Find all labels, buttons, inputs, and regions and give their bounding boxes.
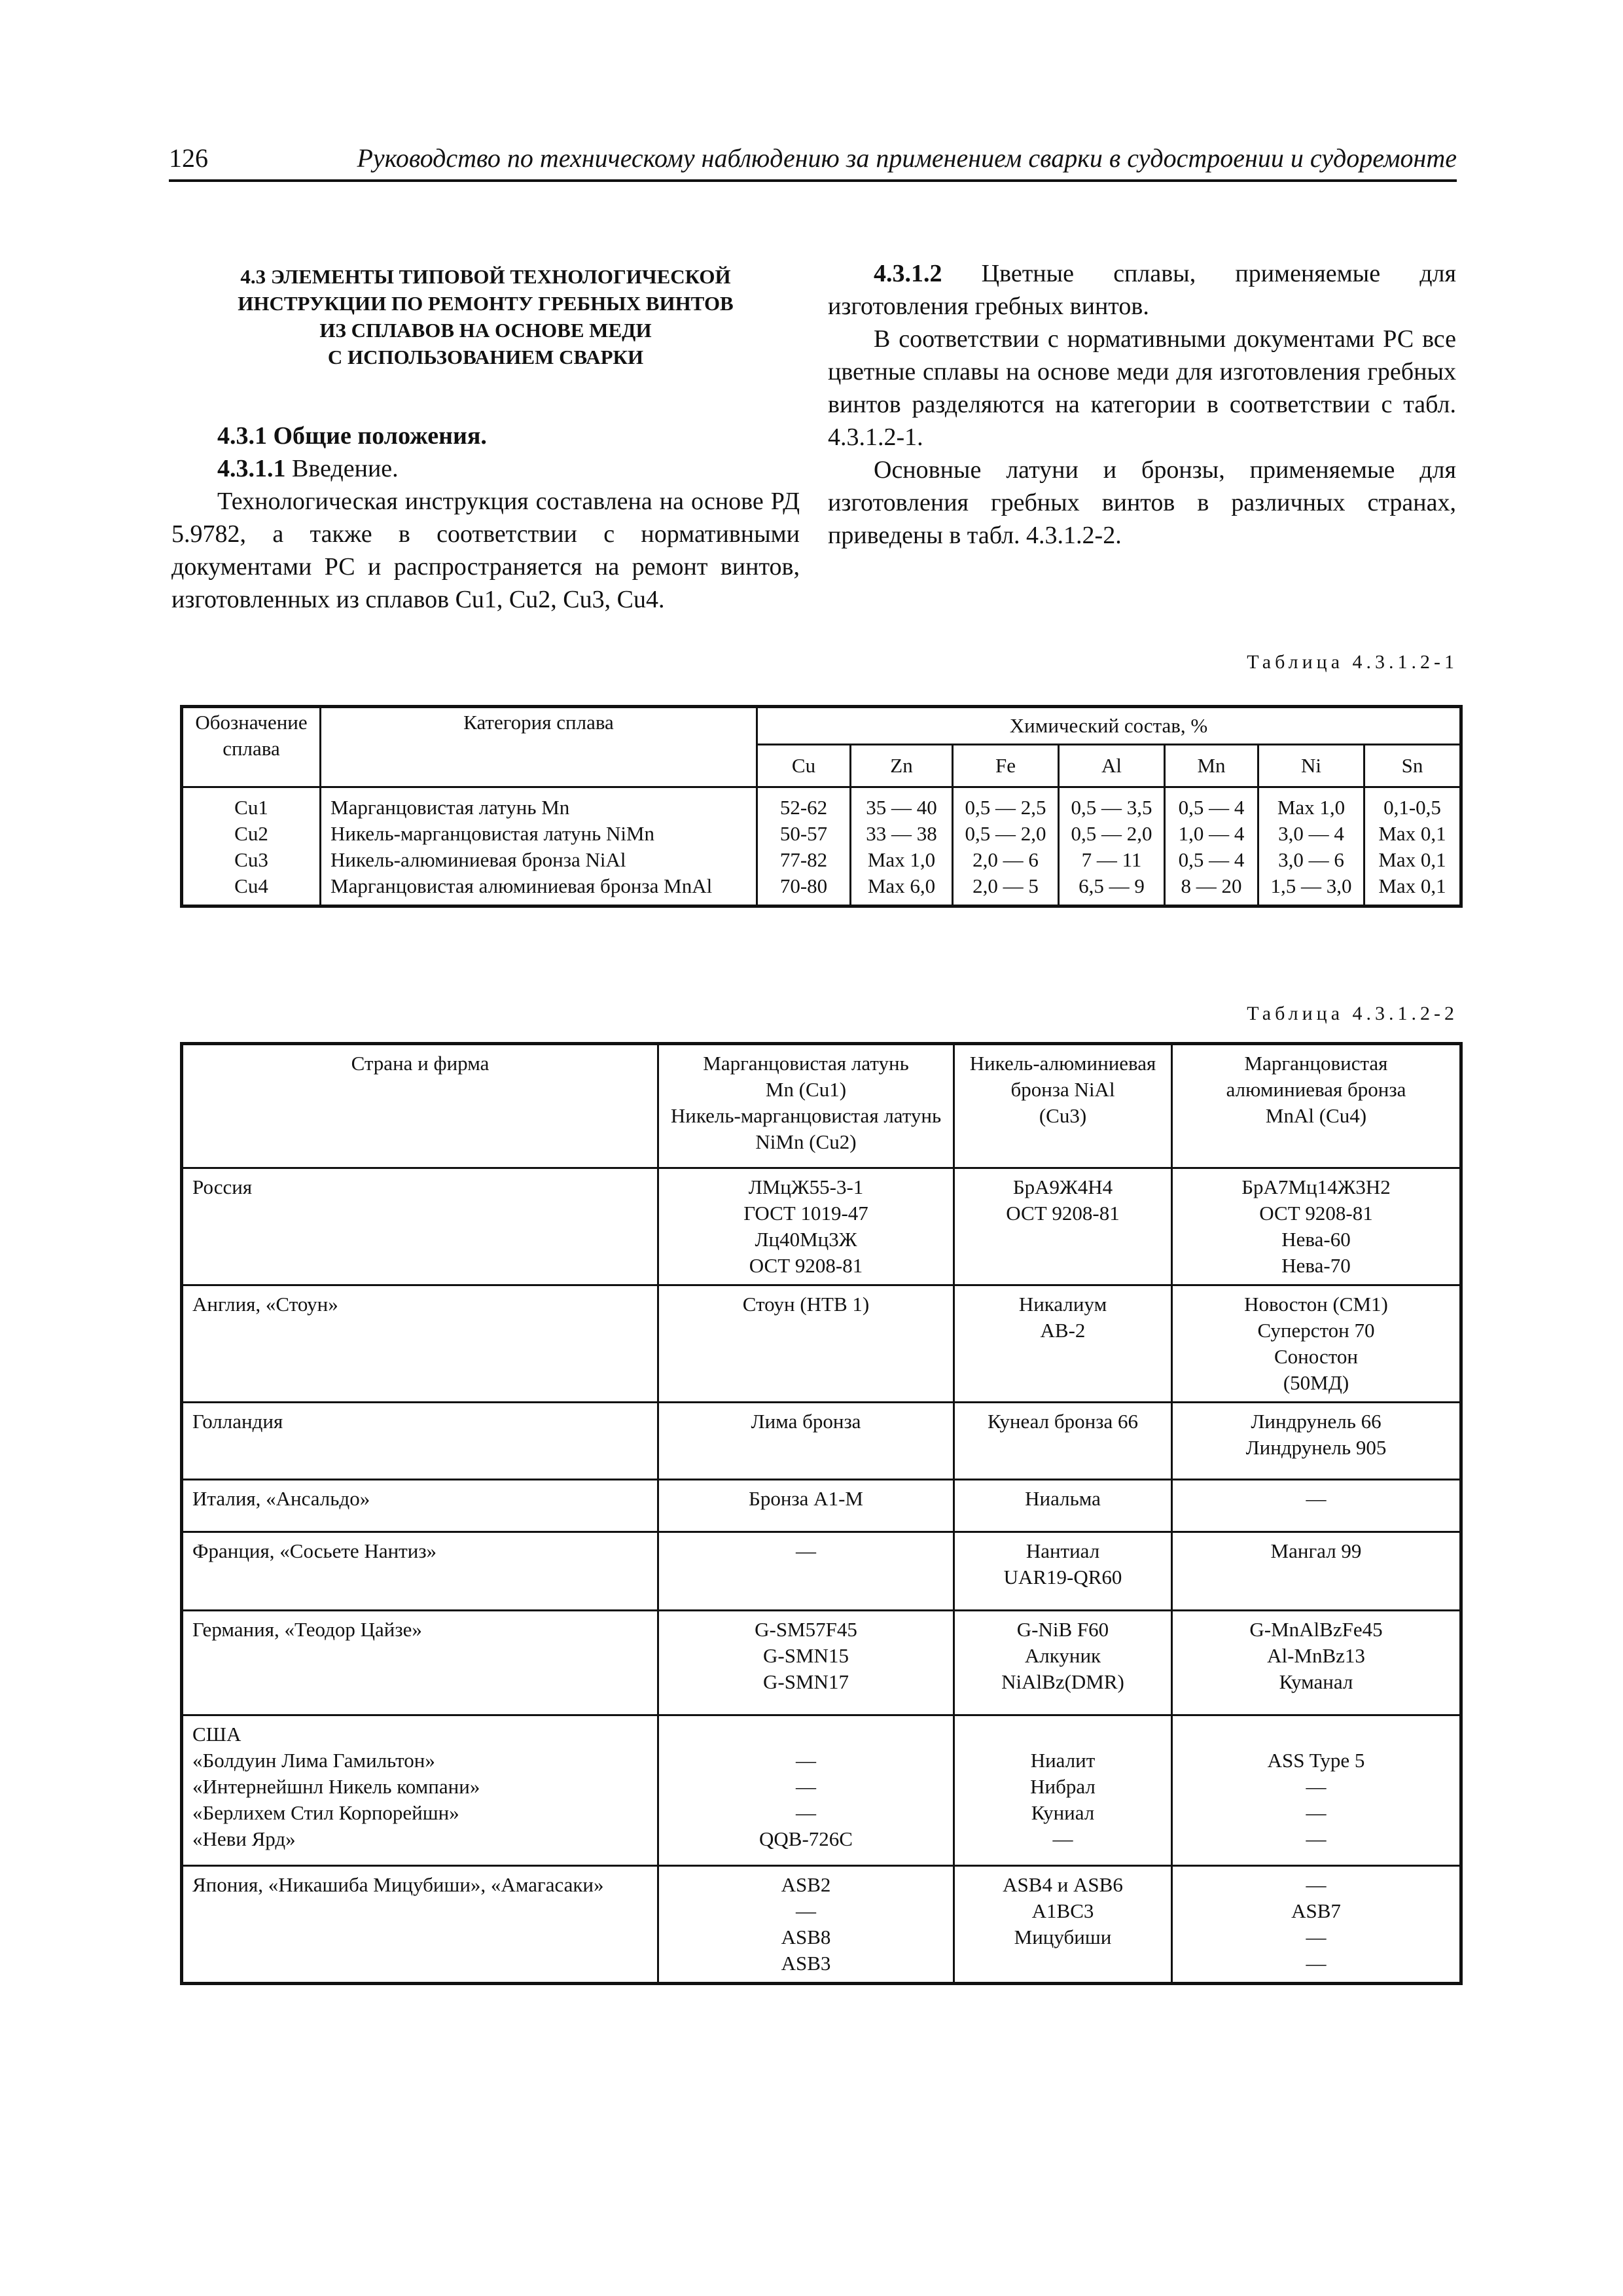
cell-line: ASB2 bbox=[781, 1873, 831, 1896]
alloy-cell bbox=[1172, 1611, 1461, 1715]
value-cell: Max 0,1 bbox=[1378, 822, 1446, 845]
header-category: Категория сплава bbox=[321, 707, 757, 787]
alloy-cell bbox=[1172, 1866, 1461, 1984]
value-cell: 35 — 40 bbox=[866, 796, 937, 819]
value-cell: 0,5 — 2,5 bbox=[965, 796, 1046, 819]
header-col2 bbox=[954, 1044, 1172, 1168]
alloy-cell bbox=[658, 1403, 954, 1480]
cell-line: Никалиум bbox=[1018, 1293, 1107, 1316]
header-col3 bbox=[1172, 1044, 1461, 1168]
value-cell: 0,5 — 4 bbox=[1178, 848, 1245, 871]
cell-line: «Интернейшнл Никель компани» bbox=[192, 1775, 480, 1798]
alloy-category-table bbox=[180, 705, 1463, 908]
value-cell: Max 6,0 bbox=[867, 874, 936, 897]
table-row bbox=[182, 1168, 1461, 1285]
cell-line: — bbox=[796, 1801, 816, 1824]
category-cell: Марганцовистая латунь Mn bbox=[330, 796, 570, 819]
cell-line: — bbox=[1306, 1801, 1327, 1824]
cell-line: ГОСТ 1019-47 bbox=[743, 1202, 868, 1225]
cell-line: QQB-726C bbox=[759, 1827, 853, 1850]
cell-line: Италия, «Ансальдо» bbox=[192, 1487, 370, 1510]
alloy-cell bbox=[658, 1532, 954, 1611]
header-line: Никель-марганцовистая латунь bbox=[670, 1104, 942, 1127]
value-cell: Max 1,0 bbox=[867, 848, 936, 871]
cell-line: «Неви Ярд» bbox=[192, 1827, 296, 1850]
paragraph-categories: В соответствии с нормативными документами РС все цветные сплавы на основе меди для изготовления гребных винтов разделяются на категории в соответствии с табл. 4.3.1.2-1. bbox=[828, 325, 1456, 451]
alloy-cell bbox=[1172, 1715, 1461, 1866]
cell-line: G-SMN17 bbox=[763, 1670, 849, 1693]
value-cell: 7 — 11 bbox=[1081, 848, 1142, 871]
header-country: Страна и фирма bbox=[182, 1044, 658, 1168]
alloy-cell bbox=[954, 1403, 1172, 1480]
clause-number: 4.3.1.2 bbox=[874, 260, 942, 287]
alloy-cell bbox=[954, 1611, 1172, 1715]
cell-line: Нева-60 bbox=[1281, 1228, 1351, 1251]
left-column bbox=[171, 263, 800, 616]
running-title: Руководство по техническому наблюдению за применением сварки в судостроении и судоремонте bbox=[357, 143, 1457, 173]
subsection-title: 4.3.1 Общие положения. bbox=[217, 422, 487, 450]
value-cell: 50-57 bbox=[779, 822, 828, 845]
alloy-cell bbox=[1172, 1532, 1461, 1611]
heading-line: С ИСПОЛЬЗОВАНИЕМ СВАРКИ bbox=[327, 346, 644, 368]
cell-line: «Болдуин Лима Гамильтон» bbox=[192, 1749, 435, 1772]
cell-line bbox=[1177, 1721, 1455, 1748]
cell-line: AB-2 bbox=[1040, 1319, 1086, 1342]
value-cell: 1,5 — 3,0 bbox=[1270, 874, 1352, 897]
cell-line: Кунеал бронза 66 bbox=[988, 1410, 1138, 1433]
designation-cell: Cu4 bbox=[234, 874, 268, 897]
cell-line: Суперстон 70 bbox=[1257, 1319, 1375, 1342]
header-line: бронза NiAl bbox=[1010, 1078, 1115, 1101]
value-cell: 8 — 20 bbox=[1181, 874, 1242, 897]
value-cell: 33 — 38 bbox=[866, 822, 937, 845]
cell-line: — bbox=[796, 1749, 816, 1772]
alloy-cell bbox=[658, 1715, 954, 1866]
cell-line: Франция, «Сосьете Нантиз» bbox=[192, 1539, 437, 1562]
heading-line: 4.3 ЭЛЕМЕНТЫ ТИПОВОЙ ТЕХНОЛОГИЧЕСКОЙ bbox=[240, 265, 731, 288]
right-column bbox=[828, 257, 1456, 552]
cell-line: — bbox=[1306, 1775, 1327, 1798]
clause-number: 4.3.1.1 bbox=[217, 455, 286, 482]
cell-line: Россия bbox=[192, 1175, 253, 1198]
alloy-cell bbox=[658, 1285, 954, 1403]
header-line: (Cu3) bbox=[1039, 1104, 1087, 1127]
cell-line: США bbox=[192, 1723, 241, 1746]
alloy-cell bbox=[1172, 1403, 1461, 1480]
intro-paragraph: Технологическая инструкция составлена на основе РД 5.9782, а также в соответствии с нормативными документами РС и распространяется на ремонт винтов, изготовленных из сплавов Cu1, Cu2, Cu3, Cu4. bbox=[171, 488, 800, 613]
cell-line: Линдрунель 66 bbox=[1251, 1410, 1382, 1433]
cell-line: БрА7Мц14Ж3Н2 bbox=[1241, 1175, 1391, 1198]
country-cell bbox=[182, 1866, 658, 1984]
table-row bbox=[182, 1480, 1461, 1532]
alloy-cell bbox=[954, 1532, 1172, 1611]
alloy-cell bbox=[658, 1611, 954, 1715]
table-row bbox=[182, 1532, 1461, 1611]
value-cell: 0,5 — 2,0 bbox=[1071, 822, 1152, 845]
value-cell: 70-80 bbox=[779, 874, 828, 897]
value-cell: Max 0,1 bbox=[1378, 848, 1446, 871]
clause-paragraph bbox=[828, 257, 1456, 323]
header-composition: Химический состав, % bbox=[757, 707, 1461, 745]
alloy-cell bbox=[1172, 1168, 1461, 1285]
cell-line: G-SMN15 bbox=[763, 1644, 849, 1667]
table-caption: Таблица 4.3.1.2-1 bbox=[1247, 651, 1458, 673]
cell-line: — bbox=[1306, 1952, 1327, 1975]
cell-line: G-NiB F60 bbox=[1016, 1618, 1109, 1641]
cell-line: Алкуник bbox=[1024, 1644, 1101, 1667]
header-element: Cu bbox=[757, 745, 851, 787]
cell-line: Мангал 99 bbox=[1270, 1539, 1362, 1562]
cell-line: G-MnAlBzFe45 bbox=[1249, 1618, 1383, 1641]
cell-line: — bbox=[1052, 1827, 1073, 1850]
cell-line: Голландия bbox=[192, 1410, 283, 1433]
header-line: NiMn (Cu2) bbox=[755, 1130, 857, 1153]
value-cell: 6,5 — 9 bbox=[1079, 874, 1145, 897]
header-element: Fe bbox=[953, 745, 1059, 787]
alloy-cell bbox=[954, 1480, 1172, 1532]
table-row bbox=[182, 1715, 1461, 1866]
clause-title: Введение. bbox=[285, 455, 399, 482]
category-cell: Никель-алюминиевая бронза NiAl bbox=[330, 848, 626, 871]
page-header bbox=[169, 143, 1457, 182]
cell-line: A1BC3 bbox=[1031, 1899, 1094, 1922]
cell-line: (50МД) bbox=[1283, 1371, 1349, 1394]
table-row bbox=[182, 1285, 1461, 1403]
cell-line: Стоун (НТВ 1) bbox=[742, 1293, 870, 1316]
cell-line: Нибрал bbox=[1030, 1775, 1096, 1798]
designation-cell: Cu3 bbox=[234, 848, 268, 871]
country-cell bbox=[182, 1611, 658, 1715]
cell-line: ОСТ 9208-81 bbox=[749, 1254, 863, 1277]
cell-line: — bbox=[1306, 1487, 1327, 1510]
value-cell: 0,5 — 2,0 bbox=[965, 822, 1046, 845]
cell-line: ОСТ 9208-81 bbox=[1259, 1202, 1373, 1225]
table-body bbox=[182, 787, 1461, 906]
header-line: MnAl (Cu4) bbox=[1265, 1104, 1367, 1127]
table-body bbox=[182, 1168, 1461, 1984]
value-cell: 3,0 — 6 bbox=[1278, 848, 1344, 871]
alloy-cell bbox=[954, 1168, 1172, 1285]
section-heading bbox=[171, 263, 800, 370]
cell-line: Нантиал bbox=[1026, 1539, 1100, 1562]
cell-line: БрА9Ж4Н4 bbox=[1012, 1175, 1113, 1198]
cell-line: Англия, «Стоун» bbox=[192, 1293, 338, 1316]
cell-line: Бронза А1-М bbox=[749, 1487, 863, 1510]
cell-line: Германия, «Теодор Цайзе» bbox=[192, 1618, 422, 1641]
cell-line: — bbox=[796, 1899, 816, 1922]
heading-line: ИНСТРУКЦИИ ПО РЕМОНТУ ГРЕБНЫХ ВИНТОВ bbox=[238, 292, 734, 315]
alloy-cell bbox=[1172, 1480, 1461, 1532]
country-cell bbox=[182, 1480, 658, 1532]
cell-line: — bbox=[1306, 1873, 1327, 1896]
cell-line: — bbox=[1306, 1827, 1327, 1850]
designation-cell: Cu2 bbox=[234, 822, 268, 845]
value-cell: 0,1-0,5 bbox=[1383, 796, 1441, 819]
header-line: Никель-алюминиевая bbox=[969, 1052, 1156, 1075]
header-element: Ni bbox=[1258, 745, 1364, 787]
alloy-cell bbox=[954, 1715, 1172, 1866]
cell-line: ASB3 bbox=[781, 1952, 831, 1975]
cell-line: Ниальма bbox=[1025, 1487, 1101, 1510]
table-row bbox=[182, 1403, 1461, 1480]
alloy-cell bbox=[954, 1285, 1172, 1403]
cell-line: Куниал bbox=[1031, 1801, 1095, 1824]
category-cell: Марганцовистая алюминиевая бронза MnAl bbox=[330, 874, 713, 897]
table-caption: Таблица 4.3.1.2-2 bbox=[1247, 1003, 1458, 1024]
paragraph-alloys: Основные латуни и бронзы, применяемые для изготовления гребных винтов в различных странах, приведены в табл. 4.3.1.2-2. bbox=[828, 456, 1456, 549]
header-designation: Обозначение сплава bbox=[182, 707, 321, 787]
cell-line: Новостон (СМ1) bbox=[1244, 1293, 1388, 1316]
cell-line: ОСТ 9208-81 bbox=[1006, 1202, 1120, 1225]
cell-line: UAR19-QR60 bbox=[1003, 1566, 1122, 1588]
header-line: Mn (Cu1) bbox=[765, 1078, 847, 1101]
cell-line: G-SM57F45 bbox=[755, 1618, 857, 1641]
country-cell bbox=[182, 1168, 658, 1285]
cell-line: Al-MnBz13 bbox=[1267, 1644, 1365, 1667]
value-cell: 1,0 — 4 bbox=[1178, 822, 1245, 845]
country-cell bbox=[182, 1285, 658, 1403]
table-row bbox=[182, 1866, 1461, 1984]
alloy-cell bbox=[658, 1866, 954, 1984]
cell-line: NiAlBz(DMR) bbox=[1001, 1670, 1124, 1693]
value-cell: 2,0 — 5 bbox=[972, 874, 1039, 897]
value-cell: 2,0 — 6 bbox=[972, 848, 1039, 871]
cell-line: Лц40Мц3Ж bbox=[755, 1228, 857, 1251]
alloy-cell bbox=[658, 1480, 954, 1532]
header-line: алюминиевая бронза bbox=[1226, 1078, 1406, 1101]
cell-line: — bbox=[796, 1775, 816, 1798]
alloy-cell bbox=[954, 1866, 1172, 1984]
header-col1 bbox=[658, 1044, 954, 1168]
cell-line: ASB7 bbox=[1291, 1899, 1341, 1922]
header-element: Sn bbox=[1364, 745, 1461, 787]
cell-line: Нева-70 bbox=[1281, 1254, 1351, 1277]
cell-line bbox=[959, 1721, 1167, 1748]
country-cell bbox=[182, 1403, 658, 1480]
page-number: 126 bbox=[169, 143, 208, 173]
header-element: Mn bbox=[1165, 745, 1258, 787]
header-element: Al bbox=[1059, 745, 1165, 787]
header-line: Марганцовистая латунь bbox=[703, 1052, 909, 1075]
value-cell: Max 0,1 bbox=[1378, 874, 1446, 897]
alloy-cell bbox=[1172, 1285, 1461, 1403]
table-row bbox=[182, 1611, 1461, 1715]
value-cell: 77-82 bbox=[779, 848, 828, 871]
header-line: Марганцовистая bbox=[1244, 1052, 1388, 1075]
cell-line: ЛМцЖ55-3-1 bbox=[748, 1175, 864, 1198]
clause-intro bbox=[171, 452, 800, 485]
cell-line: Куманал bbox=[1279, 1670, 1353, 1693]
country-alloy-table bbox=[180, 1042, 1463, 1985]
country-cell bbox=[182, 1715, 658, 1866]
value-cell: 3,0 — 4 bbox=[1278, 822, 1344, 845]
cell-line: ASB8 bbox=[781, 1926, 831, 1948]
heading-line: ИЗ СПЛАВОВ НА ОСНОВЕ МЕДИ bbox=[319, 319, 652, 342]
cell-line: — bbox=[1306, 1926, 1327, 1948]
cell-line: Ниалит bbox=[1030, 1749, 1096, 1772]
cell-line: Мицубиши bbox=[1014, 1926, 1112, 1948]
cell-line: Япония, «Никашиба Мицубиши», «Амагасаки» bbox=[192, 1873, 604, 1896]
country-cell bbox=[182, 1532, 658, 1611]
value-cell: Max 1,0 bbox=[1277, 796, 1346, 819]
alloy-cell bbox=[658, 1168, 954, 1285]
value-cell: 52-62 bbox=[779, 796, 828, 819]
value-cell: 0,5 — 4 bbox=[1178, 796, 1245, 819]
designation-cell: Cu1 bbox=[234, 796, 268, 819]
clause-text: Цветные сплавы, применяемые для изготовления гребных винтов. bbox=[828, 260, 1456, 320]
value-cell: 0,5 — 3,5 bbox=[1071, 796, 1152, 819]
cell-line: Соностон bbox=[1274, 1345, 1359, 1368]
cell-line bbox=[663, 1721, 949, 1748]
cell-line: — bbox=[796, 1539, 816, 1562]
cell-line: ASB4 и ASB6 bbox=[1003, 1873, 1123, 1896]
cell-line: Линдрунель 905 bbox=[1245, 1436, 1387, 1459]
cell-line: ASS Type 5 bbox=[1267, 1749, 1365, 1772]
category-cell: Никель-марганцовистая латунь NiMn bbox=[330, 822, 655, 845]
cell-line: Лима бронза bbox=[751, 1410, 861, 1433]
header-element: Zn bbox=[851, 745, 953, 787]
cell-line: «Берлихем Стил Корпорейшн» bbox=[192, 1801, 459, 1824]
